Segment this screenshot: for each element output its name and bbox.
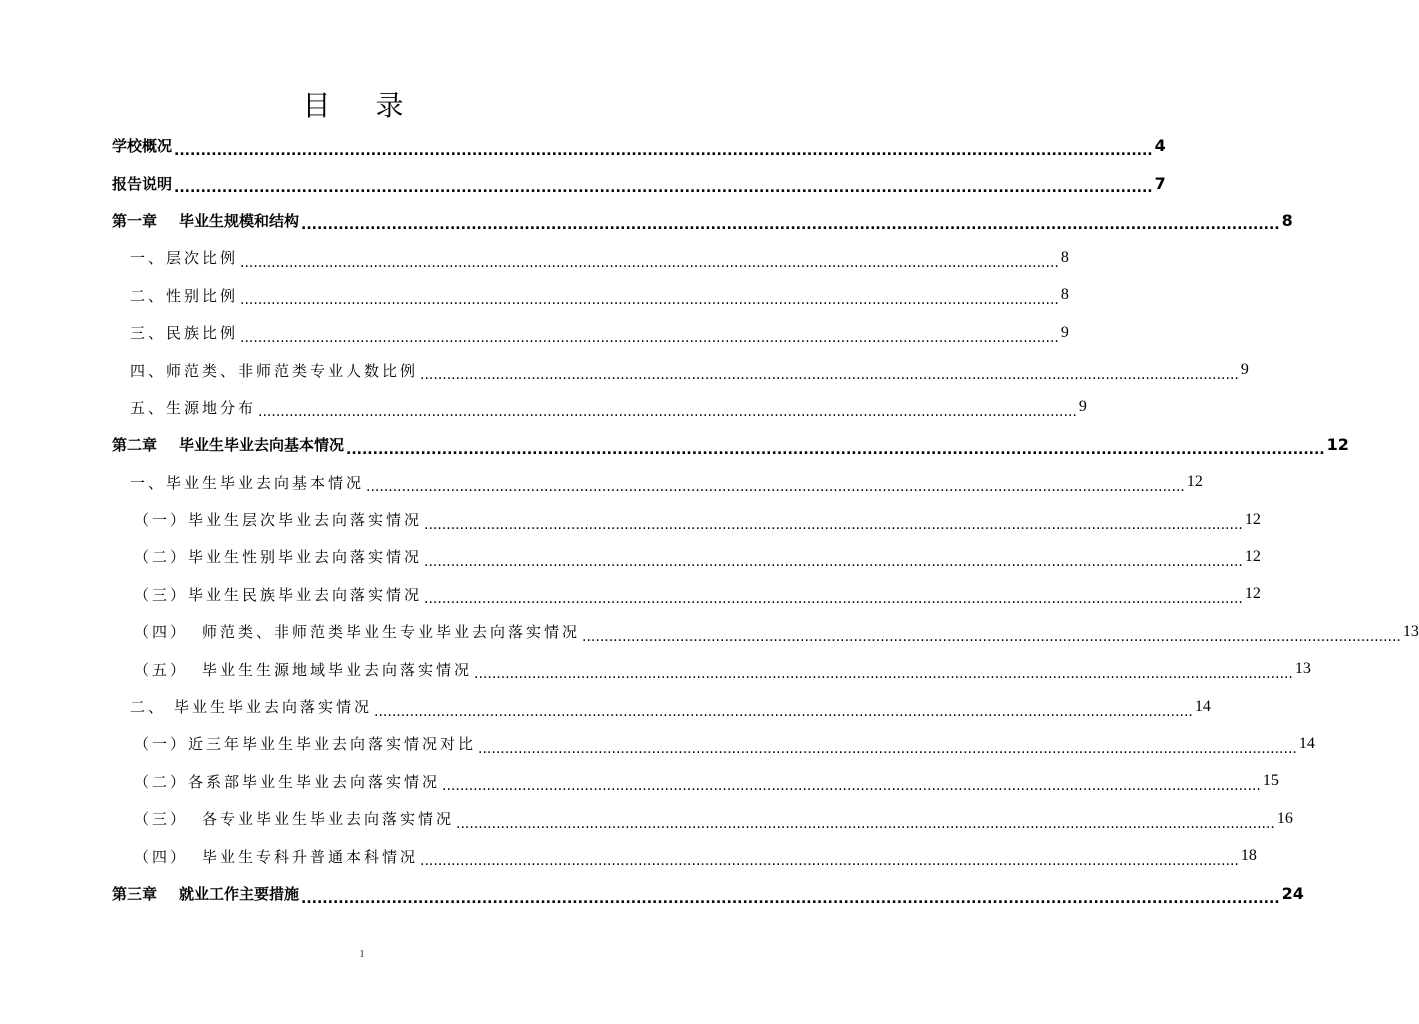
toc-page-number: 8: [1060, 286, 1069, 304]
toc-entry-label: 师范类、非师范类毕业生专业毕业去向落实情况: [202, 623, 581, 642]
dot-leader: ........................................................................................................................................................................................: [240, 254, 1059, 271]
dot-leader: ........................................................................................................................................................................................: [374, 703, 1193, 720]
toc-entry-label: （二）毕业生性别毕业去向落实情况: [134, 548, 423, 567]
dot-leader: ........................................................................................................................................................................................: [420, 853, 1239, 870]
toc-entry-school-overview[interactable]: [112, 127, 1166, 164]
dot-leader: ........................................................................................................................................................................................: [582, 628, 1401, 645]
table-of-contents: [112, 127, 1419, 912]
page-footer-number: 1: [359, 948, 365, 960]
toc-entry-chapter-1[interactable]: [112, 202, 1293, 239]
toc-entry-destination-by-ethnicity[interactable]: [112, 576, 1261, 613]
toc-entry-label: （一）毕业生层次毕业去向落实情况: [134, 511, 423, 530]
toc-entry-marker: （四）: [134, 623, 189, 642]
dot-leader: ........................................................................................................................................................................................: [301, 890, 1280, 907]
dot-leader: ........................................................................................................................................................................................: [346, 441, 1325, 458]
dot-leader: ........................................................................................................................................................................................: [474, 666, 1293, 683]
toc-page-number: 12: [1326, 435, 1349, 455]
dot-leader: ........................................................................................................................................................................................: [478, 740, 1297, 757]
toc-entry-label: 就业工作主要措施: [179, 885, 300, 903]
toc-page-number: 9: [1240, 361, 1249, 379]
toc-entry-label: 毕业生专科升普通本科情况: [202, 847, 419, 866]
toc-entry-label: 各专业毕业生毕业去向落实情况: [202, 810, 455, 829]
dot-leader: ........................................................................................................................................................................................: [174, 180, 1153, 197]
dot-leader: ........................................................................................................................................................................................: [420, 367, 1239, 384]
toc-page-number: 8: [1060, 248, 1069, 266]
toc-chapter-number: 第一章: [112, 211, 158, 230]
toc-entry-label: 一、毕业生毕业去向基本情况: [130, 473, 365, 492]
dot-leader: ........................................................................................................................................................................................: [442, 778, 1261, 795]
toc-entry-destination-by-level[interactable]: [112, 501, 1261, 538]
toc-page-number: 12: [1244, 585, 1261, 603]
toc-page-number: 24: [1281, 884, 1304, 903]
toc-entry-destination-basic[interactable]: [112, 464, 1203, 501]
toc-entry-marker: （三）: [134, 810, 189, 829]
toc-entry-marker: （五）: [134, 660, 189, 679]
toc-entry-label: 五、生源地分布: [130, 398, 257, 417]
toc-entry-ethnicity-ratio[interactable]: [112, 314, 1069, 351]
toc-entry-label: 学校概况: [112, 137, 173, 156]
toc-page-number: 13: [1294, 660, 1311, 678]
toc-entry-origin-distribution[interactable]: [112, 389, 1087, 426]
toc-entry-chapter-3[interactable]: [112, 875, 1304, 912]
toc-entry-destination-implementation[interactable]: [112, 688, 1211, 725]
dot-leader: ........................................................................................................................................................................................: [174, 142, 1153, 159]
toc-entry-destination-by-origin[interactable]: [112, 650, 1311, 687]
toc-page-number: 12: [1186, 473, 1203, 491]
toc-entry-marker: 二、: [130, 698, 167, 717]
toc-chapter-number: 第三章: [112, 885, 158, 903]
toc-entry-label: （二）各系部毕业生毕业去向落实情况: [134, 772, 441, 791]
toc-entry-normal-major-ratio[interactable]: [112, 351, 1249, 388]
toc-entry-upgrade-to-bachelor[interactable]: [112, 837, 1257, 874]
toc-entry-label: 毕业生生源地域毕业去向落实情况: [202, 660, 473, 679]
toc-page-number: 13: [1402, 622, 1419, 640]
toc-entry-level-ratio[interactable]: [112, 239, 1069, 276]
toc-entry-chapter-2[interactable]: [112, 426, 1349, 463]
toc-entry-gender-ratio[interactable]: [112, 277, 1069, 314]
toc-page-number: 16: [1276, 809, 1293, 827]
dot-leader: ........................................................................................................................................................................................: [456, 815, 1275, 832]
toc-page-number: 7: [1154, 173, 1166, 193]
toc-entry-label: （一）近三年毕业生毕业去向落实情况对比: [134, 735, 477, 754]
toc-entry-three-year-comparison[interactable]: [112, 725, 1315, 762]
dot-leader: ........................................................................................................................................................................................: [258, 404, 1077, 421]
toc-page-number: 8: [1281, 210, 1293, 230]
toc-page-number: 14: [1298, 734, 1315, 752]
toc-entry-label: 毕业生毕业去向落实情况: [174, 698, 373, 717]
toc-entry-label: 报告说明: [112, 174, 173, 193]
dot-leader: ........................................................................................................................................................................................: [301, 217, 1280, 234]
toc-page-number: 15: [1262, 772, 1279, 790]
toc-entry-by-major[interactable]: [112, 800, 1293, 837]
toc-entry-marker: （四）: [134, 847, 189, 866]
toc-chapter-number: 第二章: [112, 436, 158, 455]
dot-leader: ........................................................................................................................................................................................: [424, 591, 1243, 608]
toc-entry-label: 毕业生规模和结构: [179, 211, 300, 230]
toc-page-number: 14: [1194, 697, 1211, 715]
toc-entry-report-notes[interactable]: [112, 164, 1166, 201]
toc-title: 目 录: [302, 89, 422, 122]
toc-entry-label: 毕业生毕业去向基本情况: [179, 436, 345, 455]
toc-entry-label: 三、民族比例: [130, 324, 239, 343]
toc-page-number: 9: [1060, 323, 1069, 341]
toc-page-number: 12: [1244, 547, 1261, 565]
dot-leader: ........................................................................................................................................................................................: [424, 516, 1243, 533]
toc-entry-label: 二、性别比例: [130, 286, 239, 305]
toc-page-number: 4: [1154, 136, 1166, 156]
toc-page-number: 9: [1078, 398, 1087, 416]
toc-entry-label: 一、层次比例: [130, 249, 239, 268]
toc-entry-destination-by-normal-major[interactable]: [112, 613, 1419, 650]
dot-leader: ........................................................................................................................................................................................: [240, 292, 1059, 309]
toc-entry-destination-by-gender[interactable]: [112, 538, 1261, 575]
dot-leader: ........................................................................................................................................................................................: [366, 479, 1185, 496]
toc-entry-label: 四、师范类、非师范类专业人数比例: [130, 361, 419, 380]
toc-page-number: 18: [1240, 847, 1257, 865]
dot-leader: ........................................................................................................................................................................................: [424, 553, 1243, 570]
toc-entry-label: （三）毕业生民族毕业去向落实情况: [134, 585, 423, 604]
dot-leader: ........................................................................................................................................................................................: [240, 329, 1059, 346]
toc-entry-by-department[interactable]: [112, 763, 1279, 800]
toc-page-number: 12: [1244, 510, 1261, 528]
